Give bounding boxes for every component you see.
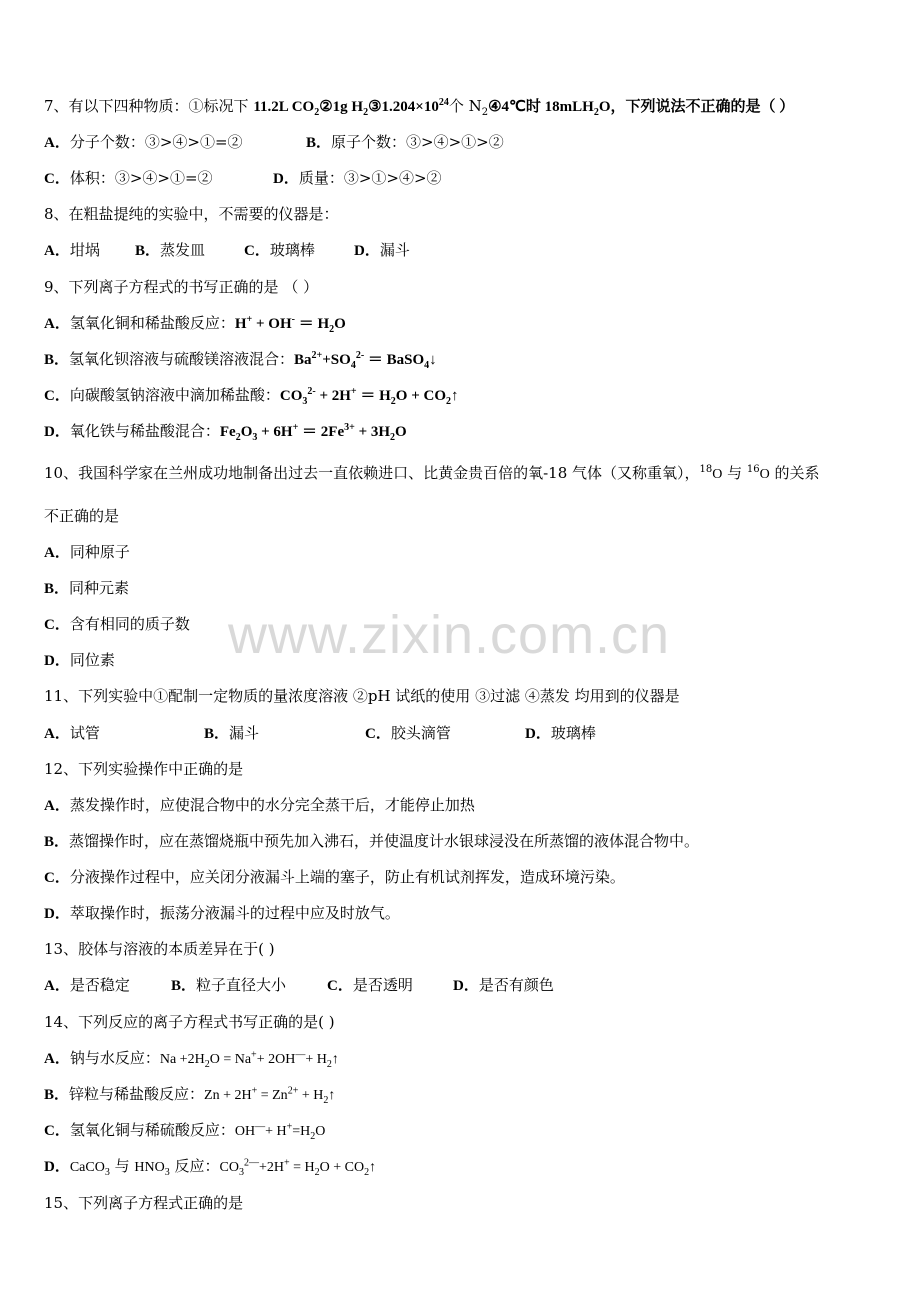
option-label: C． [44,388,70,404]
question-11-options [44,723,596,744]
option-label: A． [44,545,70,561]
option-text: 蒸发操作时，应使混合物中的水分完全蒸干后，才能停止加热 [69,796,475,814]
option-label: A． [44,243,70,259]
stem-text: 有以下四种物质：①标况下 [68,97,249,115]
stem-text: 个 N [448,97,482,115]
option-label: C． [44,1123,70,1139]
option-c: 胶头滴管 [390,724,451,742]
equation: $Zn + 2H^+ = Zn^{2+}$ + $H_2↑$ [204,1085,336,1106]
option-label: C． [44,617,70,633]
option-label: C． [365,726,391,742]
option-text: 同种原子 [69,543,130,561]
option-label: D． [44,906,70,922]
question-7-stem [44,96,794,117]
equation: $OH^—+ H^+=H_2O$ [234,1121,326,1142]
option-label: D． [44,653,70,669]
formula: 11.2L $CO_2②1g$ $H_2③1.204\times 10^{24}$ [253,97,449,118]
question-9-option-c [44,385,459,406]
question-number: 7、 [44,97,69,115]
option-text: 钠与水反应： [69,1049,160,1067]
option-label: A． [44,726,70,742]
question-10-stem [44,463,820,485]
option-text: 氧化铁与稀盐酸混合： [69,422,220,440]
stem-text: 与 [722,464,747,482]
question-9-option-a [44,313,346,334]
question-12-option-d [44,903,400,924]
option-label: A． [44,1051,70,1067]
option-label: A． [44,978,70,994]
option-label: B． [204,726,230,742]
equation: $Ba^{2+}+SO_4^{2-}$ ＝ BaSO$_4$↓ [294,350,437,371]
question-14-stem: 14、下列反应的离子方程式书写正确的是( ) [44,1013,335,1031]
question-10-option-b [44,578,129,599]
question-12-stem: 12、下列实验操作中正确的是 [44,760,244,778]
option-label: B． [306,135,332,151]
option-a: 是否稳定 [69,976,130,994]
question-12-option-a [44,795,475,816]
option-d: 漏斗 [379,241,410,259]
option-text: 向碳酸氢钠溶液中滴加稀盐酸： [69,386,280,404]
question-13-options [44,975,554,996]
option-b: 蒸发皿 [160,241,206,259]
formula: ④4℃时 18mLH$_2$O，下列说法不正确的是（ ） [488,99,795,118]
option-label: D． [44,1159,70,1175]
option-label: A． [44,798,70,814]
stem-text: 10、我国科学家在兰州成功地制备出过去一直依赖进口、比黄金贵百倍的氧-18 气体（又称重氧）， [44,464,700,482]
option-label: B． [44,1087,70,1103]
option-label: C． [244,243,270,259]
formula-sub: 2 [481,107,489,118]
option-a: 试管 [69,724,100,742]
option-label: D． [354,243,380,259]
question-10-option-c [44,614,190,635]
option-text: 萃取操作时，振荡分液漏斗的过程中应及时放气。 [69,904,400,922]
option-label: B． [44,834,70,850]
question-10-option-d [44,650,115,671]
question-8-stem: 8、在粗盐提纯的实验中，不需要的仪器是： [44,205,339,223]
question-7-options-ab [44,132,504,153]
option-b: 原子个数：③>④>①>② [331,133,504,151]
option-label: B． [44,581,70,597]
equation: CaCO$_3$ [69,1160,110,1178]
question-13-stem: 13、胶体与溶液的本质差异在于( ) [44,940,275,958]
option-text: 同位素 [69,651,115,669]
option-text: 与 [109,1157,135,1175]
option-text: 含有相同的质子数 [69,615,190,633]
option-text: 分液操作过程中，应关闭分液漏斗上端的塞子，防止有机试剂挥发，造成环境污染。 [69,868,625,886]
option-label: D． [44,424,70,440]
option-d: 是否有颜色 [478,976,554,994]
option-label: B． [44,352,70,368]
option-text: 反应： [169,1157,220,1175]
option-text: 锌粒与稀盐酸反应： [69,1085,205,1103]
option-label: D． [453,978,479,994]
watermark: www.zixin.com.cn [228,605,671,665]
question-14-option-a [44,1048,339,1070]
option-b: 粒子直径大小 [196,976,287,994]
option-label: C． [44,870,70,886]
option-a: 坩埚 [69,241,100,259]
equation: $CO_3^{2—}+2H^+ = H_2O$ + $CO_2↑$ [219,1157,377,1178]
question-9-stem: 9、下列离子方程式的书写正确的是 （ ） [44,278,319,296]
option-label: C． [44,171,70,187]
option-d-wrap [273,168,442,189]
isotope-mass: 16 [746,464,760,475]
question-15-stem: 15、下列离子方程式正确的是 [44,1194,244,1212]
option-text: 氢氧化铜与稀硫酸反应： [69,1121,235,1139]
option-label: A． [44,316,70,332]
question-10-option-a [44,542,130,563]
equation: $Fe_2O_3 + 6H^+ = 2Fe^{3+} + 3H_2O$ [219,422,407,443]
question-12-option-b [44,831,699,852]
option-c: 体积：③>④>①=② [69,169,213,187]
option-label: D． [273,171,299,187]
equation: $HNO_3$ [134,1160,170,1178]
question-14-option-b [44,1084,335,1106]
option-label: B． [135,243,161,259]
option-a: 分子个数：③>④>①=② [69,133,243,151]
option-label: A． [44,135,70,151]
isotope-symbol: O [759,467,770,482]
question-11-stem: 11、下列实验中①配制一定物质的量浓度溶液 ②pH 试纸的使用 ③过滤 ④蒸发 均用到的仪器是 [44,687,680,705]
option-text: 氢氧化铜和稀盐酸反应： [69,314,235,332]
option-label: C． [327,978,353,994]
question-8-options [44,240,410,261]
question-14-option-d [44,1156,376,1178]
option-d: 质量：③>①>④>② [298,169,442,187]
equation: $CO_3^{2-} + 2H^+ = H_2O$ + $CO_2↑$ [279,386,459,407]
equation: $H^+ + OH^- = H_2O$ [234,314,346,335]
question-7-options-cd [44,168,442,189]
option-label: B． [171,978,197,994]
equation: $Na +2H_2O = Na^++ 2OH^—+$ $H_2↑$ [159,1049,339,1070]
question-9-option-b [44,349,437,370]
option-c: 玻璃棒 [269,241,315,259]
option-text: 同种元素 [69,579,130,597]
isotope-mass: 18 [699,464,713,475]
question-10-stem-cont: 不正确的是 [44,507,120,525]
option-b-wrap [306,132,504,153]
question-9-option-d [44,421,407,442]
option-text: 蒸馏操作时，应在蒸馏烧瓶中预先加入沸石，并使温度计水银球浸没在所蒸馏的液体混合物中。 [69,832,700,850]
question-12-option-c [44,867,625,888]
question-14-option-c [44,1120,325,1142]
isotope-symbol: O [712,467,723,482]
stem-text: 的关系 [769,464,820,482]
option-label: D． [525,726,551,742]
option-d: 玻璃棒 [550,724,596,742]
option-text: 氢氧化钡溶液与硫酸镁溶液混合： [69,350,295,368]
option-b: 漏斗 [229,724,260,742]
option-c: 是否透明 [352,976,413,994]
